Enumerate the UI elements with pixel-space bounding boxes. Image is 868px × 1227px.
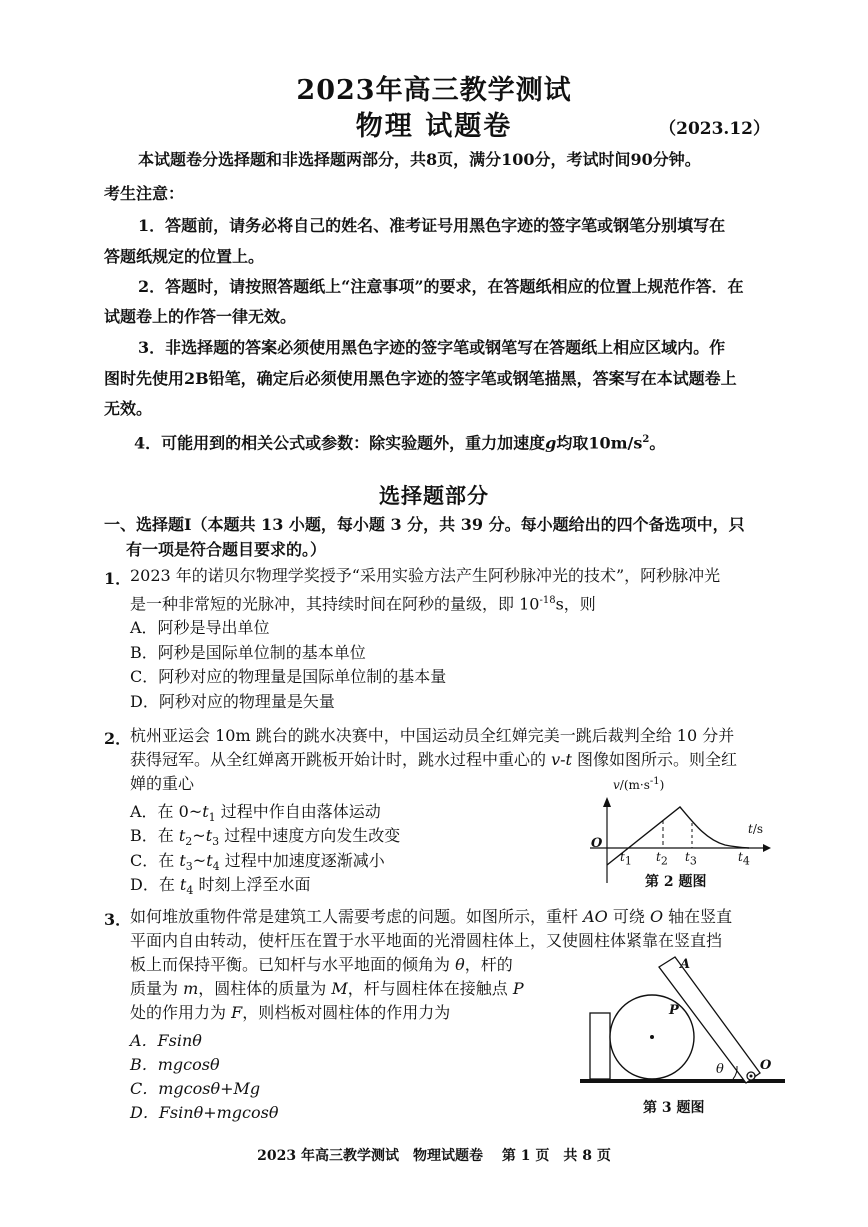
q3-figure	[575, 955, 790, 1090]
exam-title: 2023年高三教学测试	[296, 75, 572, 106]
q2-v-axis-arrow	[603, 797, 611, 807]
q3-ground	[580, 1079, 785, 1083]
q3-stem-d: 质量为 m，圆柱体的质量为 M，杆与圆柱体在接触点 P	[130, 979, 524, 998]
q3-label-o: O	[760, 1058, 772, 1073]
exam-date: （2023.12）	[659, 119, 770, 139]
q3-option-a: A．Fsinθ	[130, 1031, 202, 1050]
q3-number: 3．	[104, 910, 132, 929]
notice-title: 考生注意：	[104, 184, 185, 203]
q3-option-d: D．Fsinθ+mgcosθ	[130, 1103, 279, 1122]
notice-3a: 3．非选择题的答案必须使用黑色字迹的签字笔或钢笔写在答题纸上相应区域内。作	[138, 338, 726, 357]
notice-2a: 2．答题时，请按照答题纸上“注意事项”的要求，在答题纸相应的位置上规范作答．在	[138, 277, 744, 296]
q2-option-b: B．在 $t_2\sim t_3$ 过程中速度方向发生改变	[130, 826, 401, 849]
q2-tick-t4: $t_4$	[738, 850, 750, 868]
section-title: 选择题部分	[379, 483, 489, 508]
page-footer: 2023 年高三教学测试 物理试题卷 第 1 页 共 8 页	[257, 1148, 611, 1164]
intro-text: 本试题卷分选择题和非选择题两部分，共8页，满分100分，考试时间90分钟。	[138, 150, 701, 169]
q3-label-p: P	[669, 1003, 679, 1018]
q3-label-theta: θ	[716, 1062, 724, 1077]
q2-t-axis-arrow	[763, 844, 771, 852]
notice-2b: 试题卷上的作答一律无效。	[104, 307, 297, 326]
q3-stem-c: 板上而保持平衡。已知杆与水平地面的倾角为 θ，杆的	[130, 955, 513, 974]
q2-stem-b: 获得冠军。从全红婵离开跳板开始计时，跳水过程中重心的 v-t 图像如图所示。则全红	[130, 750, 738, 769]
notice-1a: 1．答题前，请务必将自己的姓名、准考证号用黑色字迹的签字笔或钢笔分别填写在	[138, 216, 726, 235]
exam-subtitle: 物理 试题卷	[355, 111, 513, 142]
q2-stem-c: 婵的重心	[130, 774, 195, 793]
notice-3c: 无效。	[104, 399, 153, 418]
q1-stem-b: 是一种非常短的光脉冲，其持续时间在阿秒的量级，即 $10^{-18}s$，则	[130, 594, 596, 614]
notice-3b: 图时先使用2B铅笔，确定后必须使用黑色字迹的签字笔或钢笔描黑，答案写在本试题卷上	[104, 369, 737, 388]
q1-option-b: B．阿秒是国际单位制的基本单位	[130, 643, 366, 662]
q1-number: 1．	[104, 569, 132, 588]
q1-option-c: C．阿秒对应的物理量是国际单位制的基本量	[130, 667, 447, 686]
q3-label-a: A	[680, 957, 691, 972]
part1-line-a: 一、选择题Ⅰ（本题共 13 小题，每小题 3 分，共 39 分。每小题给出的四个备选项中，只	[104, 515, 745, 534]
q2-number: 2．	[104, 729, 132, 748]
q2-graph-origin: O	[591, 836, 603, 851]
q3-option-b: B．mgcosθ	[130, 1055, 220, 1074]
q3-stem-e: 处的作用力为 F，则档板对圆柱体的作用力为	[130, 1003, 451, 1022]
q2-graph-ylabel: $v/(m\cdot s^{-1})$	[613, 776, 665, 792]
q3-stem-a: 如何堆放重物件常是建筑工人需要考虑的问题。如图所示，重杆 AO 可绕 O 轴在竖直	[130, 907, 733, 926]
q2-stem-a: 杭州亚运会 10m 跳台的跳水决赛中，中国运动员全红婵完美一跳后裁判全给 10 分并	[130, 726, 735, 745]
q2-tick-t2: $t_2$	[656, 850, 668, 868]
q3-pivot-dot	[750, 1075, 753, 1078]
q2-graph-xlabel: t/s	[748, 822, 764, 836]
q1-option-d: D．阿秒对应的物理量是矢量	[130, 692, 335, 711]
notice-1b: 答题纸规定的位置上。	[104, 247, 265, 266]
q3-cylinder-center	[650, 1035, 654, 1039]
q2-tick-t3: $t_3$	[685, 850, 697, 868]
q3-board	[590, 1013, 610, 1079]
q2-option-c: C．在 $t_3\sim t_4$ 过程中加速度逐渐减小	[130, 851, 385, 874]
q2-tick-t1: $t_1$	[620, 850, 632, 868]
q3-stem-b: 平面内自由转动，使杆压在置于水平地面的光滑圆柱体上，又使圆柱体紧靠在竖直挡	[130, 931, 723, 950]
q3-figure-caption: 第 3 题图	[643, 1100, 705, 1116]
q2-option-d: D．在 $t_4$ 时刻上浮至水面	[130, 875, 311, 898]
part1-line-b: 有一项是符合题目要求的。）	[126, 540, 327, 559]
q2-option-a: A．在 $0\sim t_1$ 过程中作自由落体运动	[130, 802, 381, 825]
q1-option-a: A．阿秒是导出单位	[130, 618, 270, 637]
q2-figure-caption: 第 2 题图	[645, 874, 707, 890]
q3-option-c: C．mgcosθ+Mg	[130, 1079, 261, 1098]
notice-4: 4．可能用到的相关公式或参数：除实验题外，重力加速度g均取$10m/s^2$。	[134, 433, 666, 453]
q1-stem-a: 2023 年的诺贝尔物理学奖授予“采用实验方法产生阿秒脉冲光的技术”，阿秒脉冲光	[130, 566, 721, 585]
